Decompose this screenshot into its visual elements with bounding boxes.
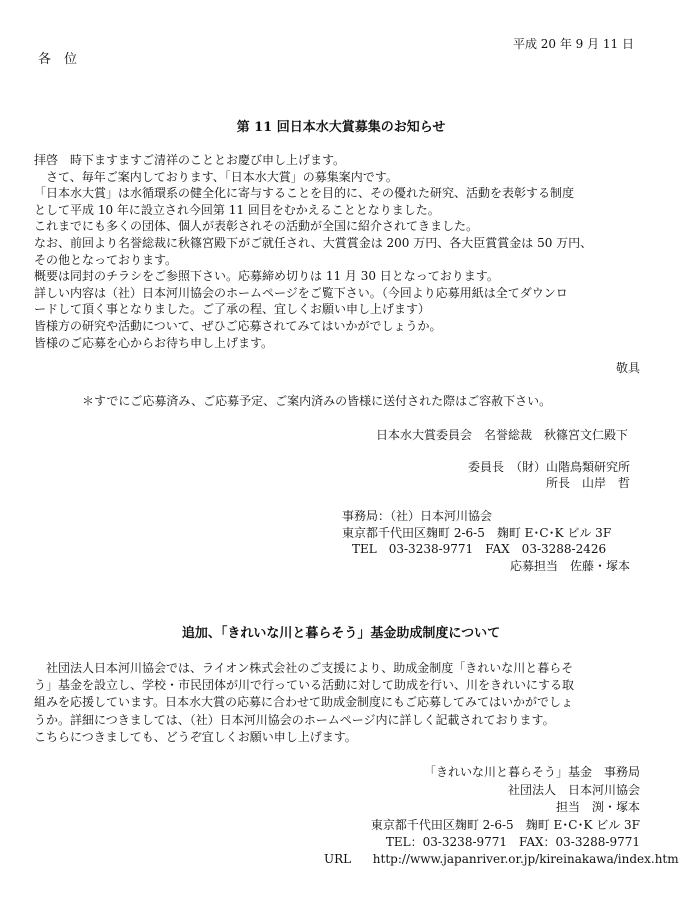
notice-line: 「日本水大賞」は水循環系の健全化に寄与することを目的に、その優れた研究、活動を表彰する制度 (34, 186, 575, 201)
notice-line: として平成 10 年に設立され今回第 11 回目をむかえることとなりました。 (34, 202, 440, 217)
notice-line: 拝啓 時下ますますご清祥のこととお慶び申し上げます。 (34, 153, 346, 167)
fund-line: うか。詳細につきましては、（社）日本河川協会のホームページ内に詳しく記載されております。 (34, 712, 555, 727)
fund-contact-person: 担当 渕・塚本 (555, 800, 640, 814)
notice-line: その他となっております。 (34, 252, 178, 267)
fund-contact-org: 社団法人 日本河川協会 (507, 782, 640, 797)
addressee: 各 位 (38, 52, 78, 67)
chair-affiliation: 委員長 （財）山階鳥類研究所 (467, 460, 630, 474)
notice-body (34, 152, 644, 351)
notice-line: 皆様のご応募を心からお待ち申し上げます。 (34, 335, 274, 350)
notice-line: なお、前回より名誉総裁に秋篠宮殿下がご就任され、大賞賞金は 200 万円、各大臣賞賞金は 50 万円、 (34, 235, 593, 250)
fund-contact-address: 東京都千代田区麹町 2-6-5 麹町 E･C･K ビル 3F (370, 817, 640, 832)
fund-line: 社団法人日本河川協会では、ライオン株式会社のご支援により、助成金制度「きれいな川と暮らそ (34, 661, 574, 675)
notice-line: ードして頂く事となりました。ご了承の程、宜しくお願い申し上げます） (34, 302, 431, 317)
notice-line: 概要は同封のチラシをご参照下さい。応募締め切りは 11 月 30 日となっております。 (34, 269, 499, 284)
closing-remark: 敬具 (615, 361, 640, 375)
url-label: URL (324, 852, 352, 866)
chair-name: 所長 山岸 哲 (545, 476, 630, 490)
fund-contact-block (371, 764, 640, 852)
fund-body (34, 660, 644, 746)
notice-line: 詳しい内容は（社）日本河川協会のホームページをご覧下さい。（今回より応募用紙は全てダウンロ (34, 285, 568, 300)
fund-line: 組みを応援しています。日本水大賞の応募に合わせて助成金制度にもご応募してみてはいかがでしょ (34, 695, 574, 710)
secretariat-label: 事務局：（社）日本河川協会 (342, 509, 493, 523)
fund-url-link[interactable]: http://www.japanriver.or.jp/kireinakawa/index.htm (372, 852, 679, 866)
committee-line: 日本水大賞委員会 名誉総裁 秋篠宮文仁殿下 (375, 428, 628, 442)
document-date: 平成 20 年 9 月 11 日 (512, 37, 634, 51)
notice-line: これまでにも多くの団体、個人が表彰されその活動が全国に紹介されてきました。 (34, 219, 479, 234)
secretariat-tel: TEL 03-3238-9771 FAX 03-3288-2426 (352, 542, 607, 556)
notice-line: さて、毎年ご案内しております、「日本水大賞」の募集案内です。 (34, 169, 398, 184)
fund-contact-tel: TEL：03-3238-9771 FAX：03-3288-9771 (385, 835, 640, 849)
fund-title: 追加、「きれいな川と暮らそう」基金助成制度について (181, 626, 501, 641)
secretariat-contact: 応募担当 佐藤・塚本 (509, 559, 630, 573)
secretariat-block (342, 508, 611, 558)
apology-note: ＊すでにご応募済み、ご応募予定、ご案内済みの皆様に送付された際はご容赦下さい。 (82, 394, 552, 408)
fund-line: こちらにつきましても、どうぞ宜しくお願い申し上げます。 (34, 729, 357, 744)
fund-line: う」基金を設立し、学校・市民団体が川で行っている活動に対して助成を行い、川をきれいにする取 (34, 678, 575, 693)
fund-contact-office: 「きれいな川と暮らそう」基金 事務局 (423, 765, 640, 779)
notice-title: 第 11 回日本水大賞募集のお知らせ (236, 120, 446, 135)
secretariat-address: 東京都千代田区麹町 2-6-5 麹町 E･C･K ビル 3F (342, 525, 612, 540)
fund-url-row (324, 851, 679, 868)
notice-line: 皆様方の研究や活動について、ぜひご応募されてみてはいかがでしょうか。 (34, 318, 442, 333)
